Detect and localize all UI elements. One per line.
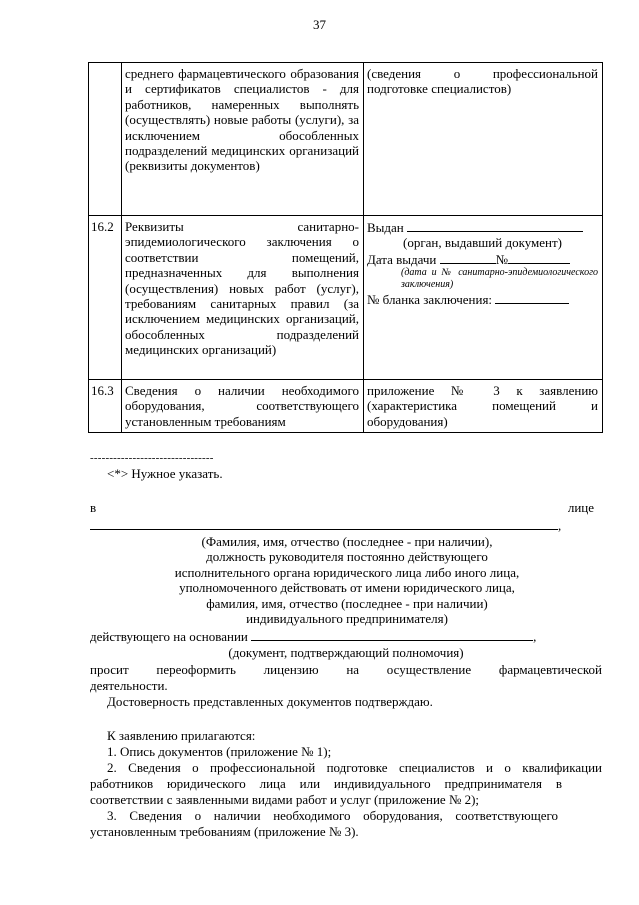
- footnote-rule: --------------------------------: [90, 452, 214, 464]
- acting-field[interactable]: [251, 628, 533, 641]
- license-form-table: [88, 62, 603, 433]
- confirm-text: Достоверность представленных документов подтверждаю.: [107, 694, 433, 709]
- row-value: приложение № 3 к заявлению (характеристика помещений и оборудования): [364, 380, 603, 433]
- acting-line: [90, 628, 602, 644]
- acting-comma: ,: [533, 629, 537, 644]
- declaration-in-line: [90, 500, 602, 515]
- fio-caption-line: должность руководителя постоянно действующего: [206, 549, 488, 565]
- attachment-item: 3. Сведения о наличии необходимого оборудования, соответствующего: [107, 808, 558, 823]
- row-description: Сведения о наличии необходимого оборудования, соответствующего установленным требованиям: [122, 380, 364, 433]
- fio-comma: ,: [558, 518, 562, 533]
- request-line: деятельности.: [90, 678, 168, 693]
- table-row: [89, 216, 603, 380]
- request-line: просит переоформить лицензию на осуществление фармацевтической: [90, 662, 602, 677]
- table-row: [89, 63, 603, 216]
- date-label: Дата выдачи: [367, 251, 437, 267]
- fio-caption-line: индивидуального предпринимателя): [246, 611, 448, 627]
- row-number-cell: [89, 63, 122, 216]
- fio-line: [90, 517, 602, 533]
- row-value: [364, 216, 603, 380]
- face-word: лице: [567, 500, 594, 515]
- fio-field[interactable]: [90, 517, 558, 530]
- attachment-item: 2. Сведения о профессиональной подготовке специалистов и о квалификации: [107, 760, 602, 775]
- page-number: 37: [313, 17, 326, 32]
- attachment-item: работников юридического лица или индивидуального предпринимателя в: [90, 776, 562, 791]
- in-word: в: [90, 500, 97, 515]
- row-value: (сведения о профессиональной подготовке специалистов): [364, 63, 603, 216]
- number-sign: №: [495, 251, 509, 267]
- row-number: 16.3: [89, 380, 122, 433]
- attachment-item: установленным требованиям (приложение № 3).: [90, 824, 359, 839]
- row-description: среднего фармацевтического образования и сертификатов специалистов - для работников, намеренных выполнять (осуществлять) новые работы (услуги), за исключением обособленных подразделений медицинских организаций (реквизиты документов): [122, 63, 364, 216]
- fio-caption: [90, 534, 604, 626]
- row-number: 16.2: [89, 216, 122, 380]
- attachment-item: 1. Опись документов (приложение № 1);: [107, 744, 332, 759]
- fio-caption-line: уполномоченного действовать от имени юридического лица,: [179, 580, 515, 596]
- acting-caption: (документ, подтверждающий полномочия): [228, 645, 464, 660]
- issued-note: (орган, выдавший документ): [403, 235, 562, 251]
- attachments-heading: К заявлению прилагаются:: [107, 728, 256, 743]
- attachment-item: соответствии с заявленными видами работ и услуг (приложение № 2);: [90, 792, 480, 807]
- issued-field[interactable]: [407, 219, 583, 232]
- footnote: <*> Нужное указать.: [107, 466, 223, 481]
- blank-number-field[interactable]: [495, 291, 569, 304]
- blank-label: № бланка заключения:: [367, 292, 493, 308]
- fio-caption-line: исполнительного органа юридического лица либо иного лица,: [174, 564, 520, 580]
- date-note: (дата и № санитарно-эпидемиологического заключения): [401, 267, 598, 291]
- fio-caption-line: фамилия, имя, отчество (последнее - при наличии): [206, 595, 488, 611]
- number-field[interactable]: [508, 251, 570, 264]
- table-row: [89, 380, 603, 433]
- acting-label: действующего на основании: [90, 629, 248, 644]
- fio-caption-line: (Фамилия, имя, отчество (последнее - при наличии),: [201, 534, 493, 549]
- date-field[interactable]: [440, 251, 496, 264]
- row-description: Реквизиты санитарно-эпидемиологического заключения о соответствии помещений, предназначенных для выполнения (осуществления) новых работ (услуг), требованиям санитарных правил (за исключением медицинских организаций, обособленных подразделений медицинских организаций): [122, 216, 364, 380]
- issued-label: Выдан: [367, 220, 404, 235]
